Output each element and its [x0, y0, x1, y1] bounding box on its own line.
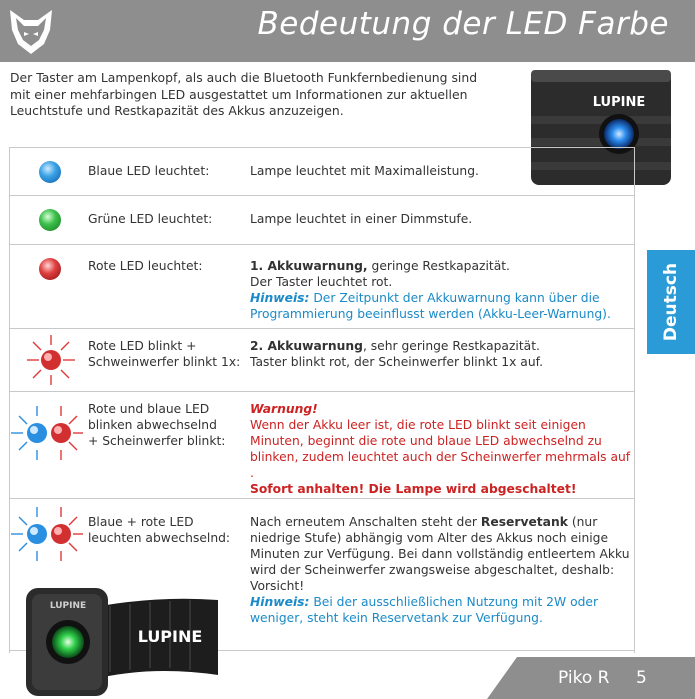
language-tab-label: Deutsch	[661, 262, 681, 342]
green-led-icon	[39, 209, 61, 231]
row-label: Blaue + rote LED	[88, 515, 194, 529]
row-bold: 2. Akkuwarnung	[250, 339, 363, 353]
remote-control-image	[20, 580, 220, 699]
footer-product: Piko R	[558, 668, 610, 688]
row-rest: (nur niedrige Stufe) abhängig vom Alter des Akkus noch einige Minuten zur Verfügung. Bei dann vollständig entleertem Akku wird der Scheinwerfer zwangsweise abgeschaltet, deshalb: Vorsicht!	[250, 515, 630, 593]
wolf-logo-icon	[4, 4, 58, 58]
table-row	[9, 148, 635, 196]
hint-text: Der Zeitpunkt der Akkuwarnung kann über die Programmierung beeinflusst werden (Akku-Leer-Warnung).	[250, 291, 611, 321]
row-label: Rote und blaue LED	[88, 402, 210, 416]
page-number: 5	[636, 668, 647, 688]
row-label: Schweinwerfer blinkt 1x:	[88, 355, 241, 369]
warning-text: Wenn der Akku leer ist, die rote LED blinkt seit einigen Minuten, beginnt die rote und blaue LED abwechselnd zu blinken, zudem leuchtet auch der Scheinwerfer mehrmals auf .	[250, 418, 631, 480]
row-label: Rote LED blinkt +	[88, 339, 197, 353]
row-desc: Lampe leuchtet in einer Dimmstufe.	[250, 212, 473, 226]
table-row	[9, 329, 635, 392]
led-meaning-table	[9, 147, 635, 651]
hint-text: Bei der ausschließlichen Nutzung mit 2W oder weniger, steht kein Reservetank zur Verfügung.	[250, 595, 599, 625]
hint-label: Hinweis:	[250, 595, 310, 609]
svg-text:LUPINE: LUPINE	[49, 601, 87, 611]
row-label: + Scheinwerfer blinkt:	[88, 434, 226, 448]
language-tab[interactable]	[647, 250, 695, 354]
svg-text:LUPINE: LUPINE	[592, 95, 646, 110]
blue-red-led-blinking-icon	[9, 404, 85, 464]
row-bold: 1. Akkuwarnung,	[250, 259, 368, 273]
table-row	[9, 245, 635, 329]
row-line2: Taster blinkt rot, der Scheinwerfer blinkt 1x auf.	[250, 355, 543, 369]
red-led-icon	[39, 258, 61, 280]
row-line2: Der Taster leuchtet rot.	[250, 275, 393, 289]
footer-band-cut	[487, 657, 517, 699]
blue-led-icon	[39, 161, 61, 183]
page-title: Bedeutung der LED Farbe	[257, 6, 669, 42]
row-label: blinken abwechselnd	[88, 418, 217, 432]
row-label: Blaue LED leuchtet:	[88, 164, 210, 178]
warning-bold: Sofort anhalten! Die Lampe wird abgeschaltet!	[250, 482, 577, 496]
red-led-blinking-icon	[21, 333, 81, 387]
row-rest: geringe Restkapazität.	[367, 259, 510, 273]
intro-text: Der Taster am Lampenkopf, als auch die Bluetooth Funkfernbedienung sind mit einer mehfarbingen LED ausgestattet um Informationen zur aktuellen Leuchtstufe und Restkapazität des Akkus anzuzeigen.	[10, 70, 478, 118]
row-pre: Nach erneutem Anschalten steht der	[250, 515, 481, 529]
row-label: Rote LED leuchtet:	[88, 259, 203, 273]
row-bold: Reservetank	[480, 515, 568, 529]
row-desc: Lampe leuchtet mit Maximalleistung.	[250, 164, 479, 178]
row-rest: , sehr geringe Restkapazität.	[362, 339, 540, 353]
hint-label: Hinweis:	[250, 291, 310, 305]
row-label: Grüne LED leuchtet:	[88, 212, 213, 226]
table-row	[9, 392, 635, 499]
table-row	[9, 196, 635, 245]
row-label: leuchten abwechselnd:	[88, 531, 231, 545]
blue-red-led-alternating-icon	[9, 505, 85, 565]
svg-text:LUPINE: LUPINE	[137, 627, 203, 646]
warning-label: Warnung!	[250, 402, 318, 416]
